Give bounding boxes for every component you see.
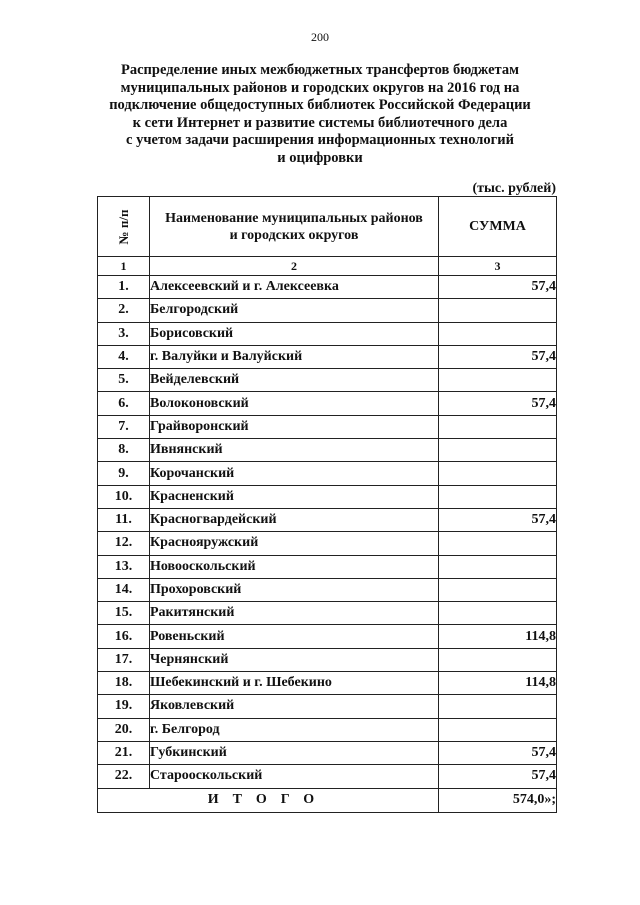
row-amount [439, 532, 557, 555]
row-name: Грайворонский [150, 415, 439, 438]
table-row [98, 578, 557, 601]
title-line: и оцифровки [277, 149, 363, 166]
table-row [98, 672, 557, 695]
row-name: Ракитянский [150, 602, 439, 625]
row-amount [439, 369, 557, 392]
table-row [98, 439, 557, 462]
row-name: Губкинский [150, 741, 439, 764]
row-name: Ровеньский [150, 625, 439, 648]
distribution-table [97, 196, 557, 813]
row-amount: 57,4 [439, 345, 557, 368]
table-row [98, 392, 557, 415]
row-name: Красногвардейский [150, 508, 439, 531]
table-row [98, 602, 557, 625]
table-row [98, 369, 557, 392]
row-amount: 57,4 [439, 392, 557, 415]
row-amount [439, 602, 557, 625]
row-number: 22. [98, 765, 150, 788]
row-name: г. Белгород [150, 718, 439, 741]
row-number: 8. [98, 439, 150, 462]
row-number: 18. [98, 672, 150, 695]
row-amount [439, 578, 557, 601]
row-number: 9. [98, 462, 150, 485]
row-amount [439, 718, 557, 741]
row-number: 6. [98, 392, 150, 415]
table-row [98, 485, 557, 508]
row-number: 19. [98, 695, 150, 718]
table-row [98, 462, 557, 485]
row-name: Шебекинский и г. Шебекино [150, 672, 439, 695]
table-row [98, 299, 557, 322]
row-amount: 57,4 [439, 276, 557, 299]
row-number: 2. [98, 299, 150, 322]
row-number: 20. [98, 718, 150, 741]
row-amount [439, 299, 557, 322]
title-line: муниципальных районов и городских округов на 2016 год на [120, 79, 520, 96]
table-row [98, 555, 557, 578]
row-number: 12. [98, 532, 150, 555]
row-amount: 114,8 [439, 625, 557, 648]
row-amount: 57,4 [439, 741, 557, 764]
row-name: Яковлевский [150, 695, 439, 718]
table-row [98, 322, 557, 345]
row-number: 10. [98, 485, 150, 508]
column-index: 3 [439, 257, 557, 276]
row-name: Старооскольский [150, 765, 439, 788]
row-name: Корочанский [150, 462, 439, 485]
units-label: (тыс. рублей) [472, 181, 556, 196]
row-number: 5. [98, 369, 150, 392]
row-name: Новооскольский [150, 555, 439, 578]
row-amount: 57,4 [439, 765, 557, 788]
row-amount: 57,4 [439, 508, 557, 531]
row-number: 16. [98, 625, 150, 648]
column-index-row [98, 257, 557, 276]
row-amount: 114,8 [439, 672, 557, 695]
column-index: 2 [150, 257, 439, 276]
row-amount [439, 695, 557, 718]
row-amount [439, 648, 557, 671]
row-number: 17. [98, 648, 150, 671]
document-title [90, 62, 550, 167]
total-row [98, 788, 557, 812]
row-number: 4. [98, 345, 150, 368]
header-sum: СУММА [439, 197, 557, 257]
row-number: 11. [98, 508, 150, 531]
row-number: 3. [98, 322, 150, 345]
row-amount [439, 439, 557, 462]
column-index: 1 [98, 257, 150, 276]
header-number [98, 197, 150, 257]
row-number: 21. [98, 741, 150, 764]
table-row [98, 648, 557, 671]
row-amount [439, 322, 557, 345]
row-name: Борисовский [150, 322, 439, 345]
row-amount [439, 485, 557, 508]
row-name: Чернянский [150, 648, 439, 671]
table-row [98, 532, 557, 555]
row-number: 13. [98, 555, 150, 578]
row-amount [439, 462, 557, 485]
row-number: 1. [98, 276, 150, 299]
table-row [98, 345, 557, 368]
table-row [98, 415, 557, 438]
title-line: с учетом задачи расширения информационных технологий [126, 132, 514, 148]
table-row [98, 765, 557, 788]
row-name: Ивнянский [150, 439, 439, 462]
table-row [98, 625, 557, 648]
table-row [98, 741, 557, 764]
table-row [98, 508, 557, 531]
title-line: к сети Интернет и развитие системы библиотечного дела [132, 114, 508, 131]
row-number: 14. [98, 578, 150, 601]
row-amount [439, 555, 557, 578]
table-row [98, 695, 557, 718]
table-body [98, 276, 557, 789]
page-number: 200 [311, 30, 329, 44]
header-name-line: Наименование муниципальных районов [165, 210, 423, 226]
title-line: подключение общедоступных библиотек Российской Федерации [109, 97, 531, 113]
row-name: Алексеевский и г. Алексеевка [150, 276, 439, 299]
total-amount: 574,0»; [439, 788, 557, 812]
total-label: ИТОГО [98, 788, 439, 812]
row-number: 7. [98, 415, 150, 438]
row-name: Белгородский [150, 299, 439, 322]
row-name: г. Валуйки и Валуйский [150, 345, 439, 368]
header-number-label: № п/п [115, 209, 131, 244]
header-name [150, 197, 439, 257]
row-amount [439, 415, 557, 438]
row-number: 15. [98, 602, 150, 625]
row-name: Вейделевский [150, 369, 439, 392]
row-name: Волоконовский [150, 392, 439, 415]
table-header-row [98, 197, 557, 257]
row-name: Красненский [150, 485, 439, 508]
header-name-line: и городских округов [229, 227, 359, 243]
title-line: Распределение иных межбюджетных трансфертов бюджетам [121, 62, 519, 78]
row-name: Краснояружский [150, 532, 439, 555]
table-row [98, 276, 557, 299]
table-row [98, 718, 557, 741]
row-name: Прохоровский [150, 578, 439, 601]
